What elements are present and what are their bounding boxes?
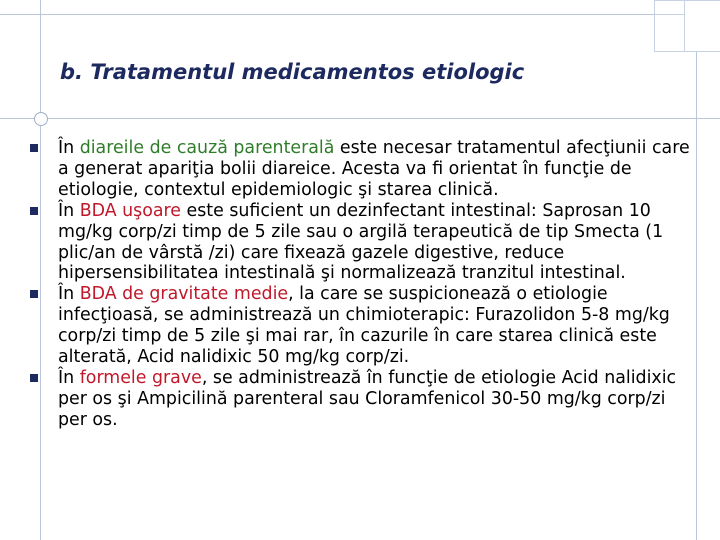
bullet-item-parenteral bbox=[28, 138, 692, 201]
bullet-text: , se administrează în funcţie de etiologie Acid nalidixic per os şi Ampicilină parenteral sau Cloramfenicol 30-50 mg/kg corp/zi per os. bbox=[58, 367, 677, 430]
bullet-item-forme-grave bbox=[28, 368, 692, 431]
template-circle-ornament bbox=[34, 112, 48, 126]
bullet-prefix: În bbox=[58, 138, 80, 158]
square-bullet-icon bbox=[30, 290, 38, 298]
bullet-text: este necesar tratamentul afecţiunii care a generat apariţia bolii diareice. Acesta va fi orientat în funcţie de etiologie, contextul epidemiologic şi starea clinică. bbox=[58, 138, 690, 200]
bullet-highlight: BDA de gravitate medie bbox=[79, 284, 289, 305]
template-vertical-line-right bbox=[696, 0, 697, 540]
template-horizontal-line-top bbox=[0, 14, 720, 15]
bullet-prefix: În bbox=[58, 284, 80, 305]
bullet-item-bda-medie bbox=[28, 284, 692, 368]
bullet-highlight: diareile de cauză parenterală bbox=[79, 138, 335, 158]
bullet-list bbox=[28, 138, 692, 431]
slide-title: b. Tratamentul medicamentos etiologic bbox=[60, 60, 525, 84]
square-bullet-icon bbox=[30, 374, 38, 382]
bullet-text: este suficient un dezinfectant intestinal: Saprosan 10 mg/kg corp/zi timp de 5 zile sau o argilă terapeutică de tip Smecta (1 plic/an de vârstă /zi) care fixează gazele digestive, reduce hipersensibilitatea intestinală şi normalizează tranzitul intestinal. bbox=[58, 200, 664, 284]
template-corner-box-right bbox=[684, 0, 720, 52]
bullet-item-bda-usoare bbox=[28, 201, 692, 285]
bullet-prefix: În bbox=[58, 200, 80, 221]
bullet-prefix: În bbox=[58, 367, 80, 388]
bullet-highlight: formele grave bbox=[79, 367, 202, 388]
template-horizontal-line-title bbox=[0, 118, 720, 119]
square-bullet-icon bbox=[30, 207, 38, 215]
square-bullet-icon bbox=[30, 144, 38, 152]
template-corner-box-middle bbox=[654, 14, 686, 52]
bullet-text: , la care se suspicionează o etiologie infecţioasă, se administrează un chimioterapic: Furazolidon 5-8 mg/kg corp/zi timp de 5 zile şi mai rar, în cazurile în care starea clinică este alterată, Acid nalidixic 50 mg/kg corp/zi. bbox=[58, 284, 670, 368]
bullet-highlight: BDA uşoare bbox=[79, 200, 181, 221]
